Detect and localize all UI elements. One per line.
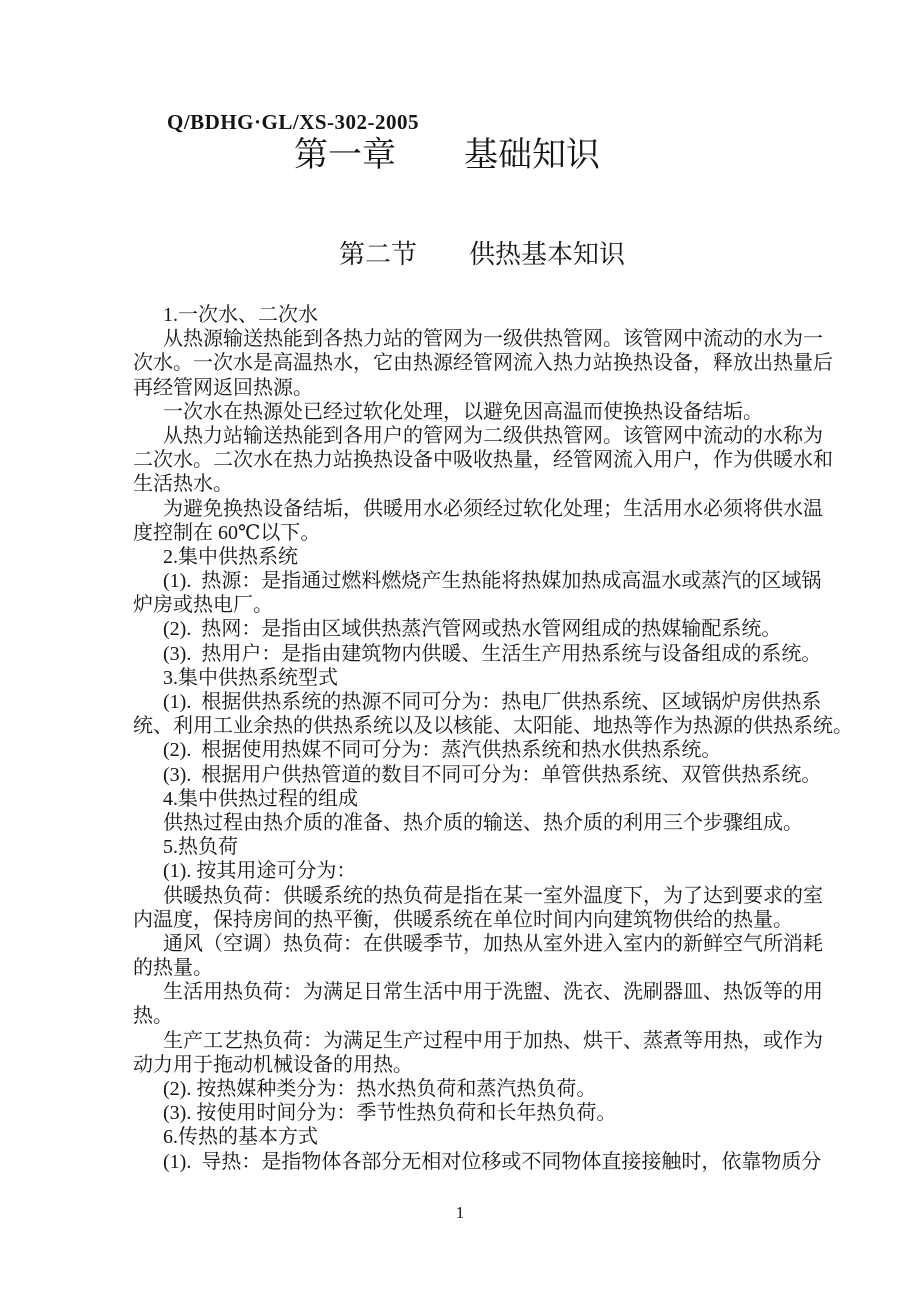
body-line: 4.集中供热过程的组成 <box>163 787 358 810</box>
body-line: 从热源输送热能到各热力站的管网为一级供热管网。该管网中流动的水为一 <box>163 328 823 351</box>
body-line: (3). 热用户：是指由建筑物内供暖、生活生产用热系统与设备组成的系统。 <box>163 642 822 665</box>
body-line: (3). 根据用户供热管道的数目不同可分为：单管供热系统、双管供热系统。 <box>163 763 822 786</box>
body-line: (1). 根据供热系统的热源不同可分为：热电厂供热系统、区域锅炉房供热系 <box>163 691 822 713</box>
body-line: 3.集中供热系统型式 <box>163 666 338 689</box>
body-line: 5.热负荷 <box>163 836 238 859</box>
body-line: 通风（空调）热负荷：在供暖季节，加热从室外进入室内的新鲜空气所消耗 <box>163 932 823 955</box>
body-line: 的热量。 <box>133 957 213 980</box>
body-line: (1). 导热：是指物体各部分无相对位移或不同物体直接接触时，依靠物质分 <box>163 1150 822 1173</box>
body-line: 为避免换热设备结垢，供暖用水必须经过软化处理；生活用水必须将供水温 <box>163 497 823 520</box>
body-line: 动力用于拖动机械设备的用热。 <box>133 1053 413 1076</box>
body-line: 度控制在 60℃以下。 <box>133 521 321 544</box>
body-line: 2.集中供热系统 <box>163 545 298 568</box>
body-line: 再经管网返回热源。 <box>133 376 313 399</box>
body-line: (2). 按热媒种类分为：热水热负荷和蒸汽热负荷。 <box>163 1078 597 1100</box>
body-line: 热。 <box>133 1005 173 1028</box>
body-line: 次水。一次水是高温热水，它由热源经管网流入热力站换热设备，释放出热量后 <box>133 352 833 375</box>
body-line: (2). 热网：是指由区域供热蒸汽管网或热水管网组成的热媒输配系统。 <box>163 618 782 641</box>
body-line: (3). 按使用时间分为：季节性热负荷和长年热负荷。 <box>163 1102 617 1125</box>
body-line: 生活用热负荷：为满足日常生活中用于洗盥、洗衣、洗刷器皿、热饭等的用 <box>163 981 823 1004</box>
body-line: 供热过程由热介质的准备、热介质的输送、热介质的利用三个步骤组成。 <box>163 811 803 834</box>
body-line: (2). 根据使用热媒不同可分为：蒸汽供热系统和热水供热系统。 <box>163 739 722 762</box>
body-line: 统、利用工业余热的供热系统以及以核能、太阳能、地热等作为热源的供热系统。 <box>133 715 853 738</box>
body-line: 二次水。二次水在热力站换热设备中吸收热量，经管网流入用户，作为供暖水和 <box>133 449 833 472</box>
body-line: 一次水在热源处已经过软化处理，以避免因高温而使换热设备结垢。 <box>163 400 763 423</box>
section-title: 第二节 供热基本知识 <box>338 240 625 269</box>
body-line: 炉房或热电厂。 <box>133 594 273 617</box>
body-line: 生产工艺热负荷：为满足生产过程中用于加热、烘干、蒸煮等用热，或作为 <box>163 1029 823 1052</box>
body-text <box>133 303 853 1174</box>
page-number: 1 <box>455 1203 465 1222</box>
body-line: 从热力站输送热能到各用户的管网为二级供热管网。该管网中流动的水称为 <box>163 424 823 447</box>
chapter-title: 第一章 基础知识 <box>294 137 600 174</box>
body-line: (1). 热源：是指通过燃料燃烧产生热能将热媒加热成高温水或蒸汽的区域锅 <box>163 570 822 593</box>
body-line: 6.传热的基本方式 <box>163 1126 318 1149</box>
body-line: 供暖热负荷：供暖系统的热负荷是指在某一室外温度下，为了达到要求的室 <box>163 884 823 907</box>
body-line: (1). 按其用途可分为： <box>163 860 357 883</box>
body-line: 内温度，保持房间的热平衡，供暖系统在单位时间内向建筑物供给的热量。 <box>133 908 793 931</box>
body-line: 1.一次水、二次水 <box>163 304 318 326</box>
doc-code: Q/BDHG·GL/XS-302-2005 <box>167 110 420 134</box>
body-line: 生活热水。 <box>133 473 233 496</box>
